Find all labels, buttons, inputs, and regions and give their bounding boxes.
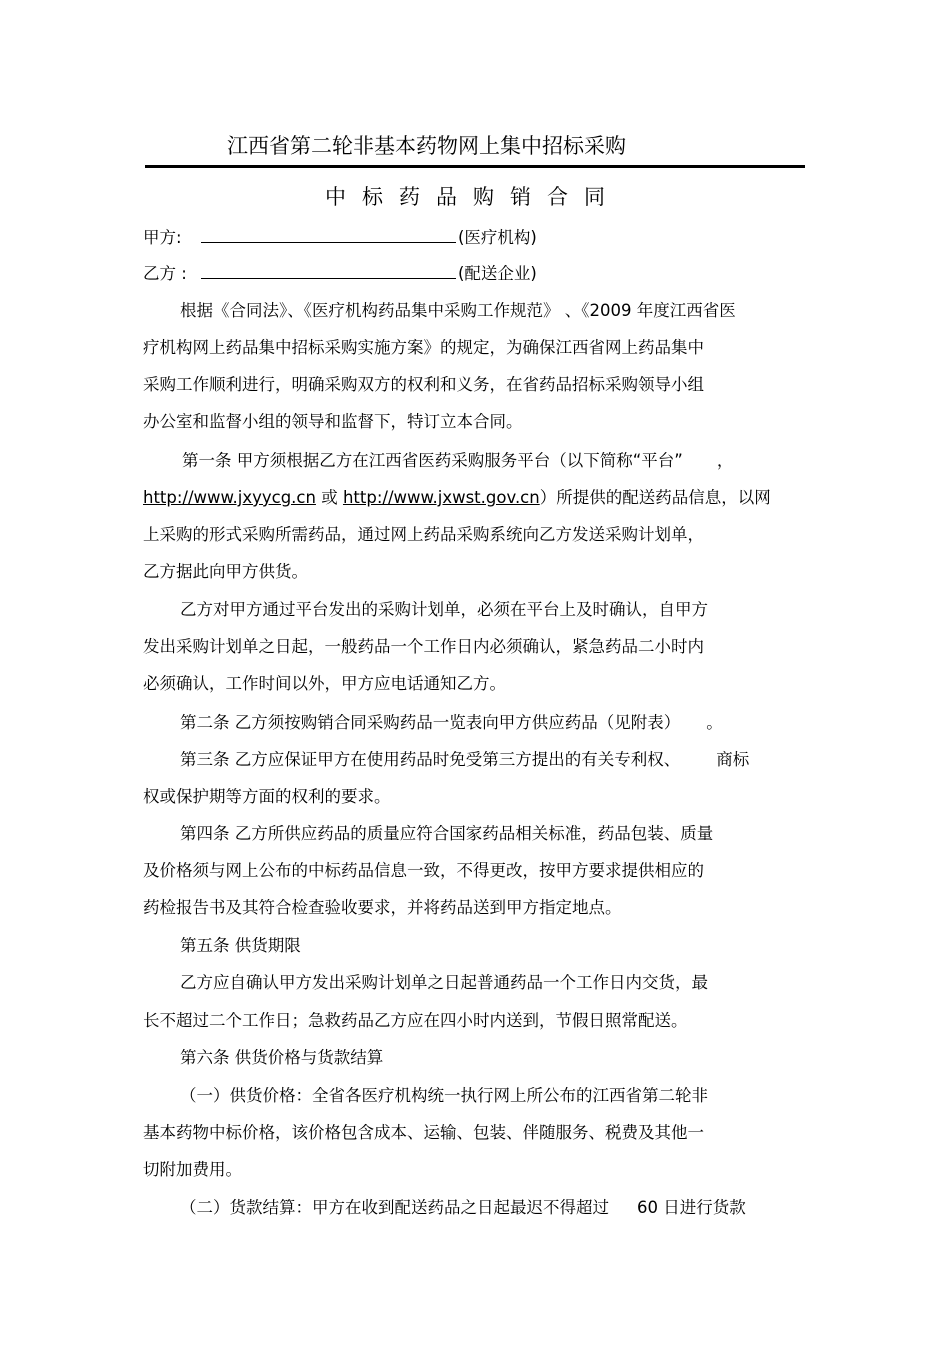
article3-line: 权或保护期等方面的权利的要求。 [143, 787, 391, 806]
article4-line: 第四条 乙方所供应药品的质量应符合国家药品相关标准，药品包装、质量 [180, 824, 714, 843]
article6-item1-line: （一）供货价格：全省各医疗机构统一执行网上所公布的江西省第二轮非 [180, 1086, 708, 1105]
party-a-label: 甲方: [143, 228, 182, 247]
article3-trademark: 商标 [716, 750, 750, 769]
article3-line [180, 749, 749, 771]
article5-heading: 第五条 供货期限 [180, 936, 301, 955]
article5-line: 长不超过二个工作日；急救药品乙方应在四小时内送到，节假日照常配送。 [143, 1011, 688, 1030]
confirm-line: 乙方对甲方通过平台发出的采购计划单，必须在平台上及时确认，自甲方 [180, 600, 708, 619]
article5-line: 乙方应自确认甲方发出采购计划单之日起普通药品一个工作日内交货，最 [180, 973, 708, 992]
article1-line: 乙方据此向甲方供货。 [143, 562, 308, 581]
article4-line: 药检报告书及其符合检查验收要求，并将药品送到甲方指定地点。 [143, 898, 622, 917]
party-b-role: (配送企业) [458, 264, 537, 283]
confirm-line: 发出采购计划单之日起，一般药品一个工作日内必须确认，紧急药品二小时内 [143, 637, 704, 656]
article1-line [182, 450, 733, 472]
article2-text: 第二条 乙方须按购销合同采购药品一览表向甲方供应药品（见附表） [180, 713, 681, 732]
party-a-role: (医疗机构) [458, 228, 537, 247]
party-b-label: 乙方 : [143, 264, 187, 283]
article6-item2-line [180, 1197, 746, 1219]
party-a-blank [201, 226, 456, 243]
intro-line: 办公室和监督小组的领导和监督下，特订立本合同。 [143, 412, 523, 431]
article1-rest: ）所提供的配送药品信息，以网 [539, 488, 771, 507]
article6-item2-days: 60 日进行货款 [637, 1198, 746, 1217]
article6-item2-text: （二）货款结算：甲方在收到配送药品之日起最迟不得超过 [180, 1198, 609, 1217]
party-b-blank [201, 262, 456, 279]
or-text: 或 [315, 488, 343, 507]
article2-end: 。 [706, 713, 723, 732]
article1-comma: ， [716, 451, 734, 470]
article4-line: 及价格须与网上公布的中标药品信息一致，不得更改，按甲方要求提供相应的 [143, 861, 704, 880]
party-a-line [143, 226, 537, 249]
link-jxyycg[interactable]: http://www.jxyycg.cn [143, 488, 316, 507]
intro-line: 疗机构网上药品集中招标采购实施方案》的规定，为确保江西省网上药品集中 [143, 338, 704, 357]
article6-item1-line: 基本药物中标价格，该价格包含成本、运输、包装、伴随服务、税费及其他一 [143, 1123, 704, 1142]
article1-line: 上采购的形式采购所需药品，通过网上药品采购系统向乙方发送采购计划单， [143, 525, 704, 544]
article6-item1-line: 切附加费用。 [143, 1160, 242, 1179]
link-jxwst[interactable]: http://www.jxwst.gov.cn [342, 488, 540, 507]
confirm-line: 必须确认，工作时间以外，甲方应电话通知乙方。 [143, 674, 506, 693]
intro-line: 根据《合同法》、《医疗机构药品集中采购工作规范》 、《2009 年度江西省医 [180, 301, 736, 320]
article3-text: 第三条 乙方应保证甲方在使用药品时免受第三方提出的有关专利权、 [180, 750, 681, 769]
title-divider [145, 165, 805, 168]
party-b-line [143, 262, 537, 285]
article1-text: 第一条 甲方须根据乙方在江西省医药采购服务平台（以下简称“平台” [182, 451, 683, 470]
article1-links-line [143, 487, 771, 509]
contract-title: 中标药品购销合同 [325, 185, 621, 209]
article6-heading: 第六条 供货价格与货款结算 [180, 1048, 384, 1067]
document-title: 江西省第二轮非基本药物网上集中招标采购 [227, 134, 626, 158]
article2-line [180, 712, 723, 734]
intro-line: 采购工作顺利进行，明确采购双方的权利和义务，在省药品招标采购领导小组 [143, 375, 704, 394]
